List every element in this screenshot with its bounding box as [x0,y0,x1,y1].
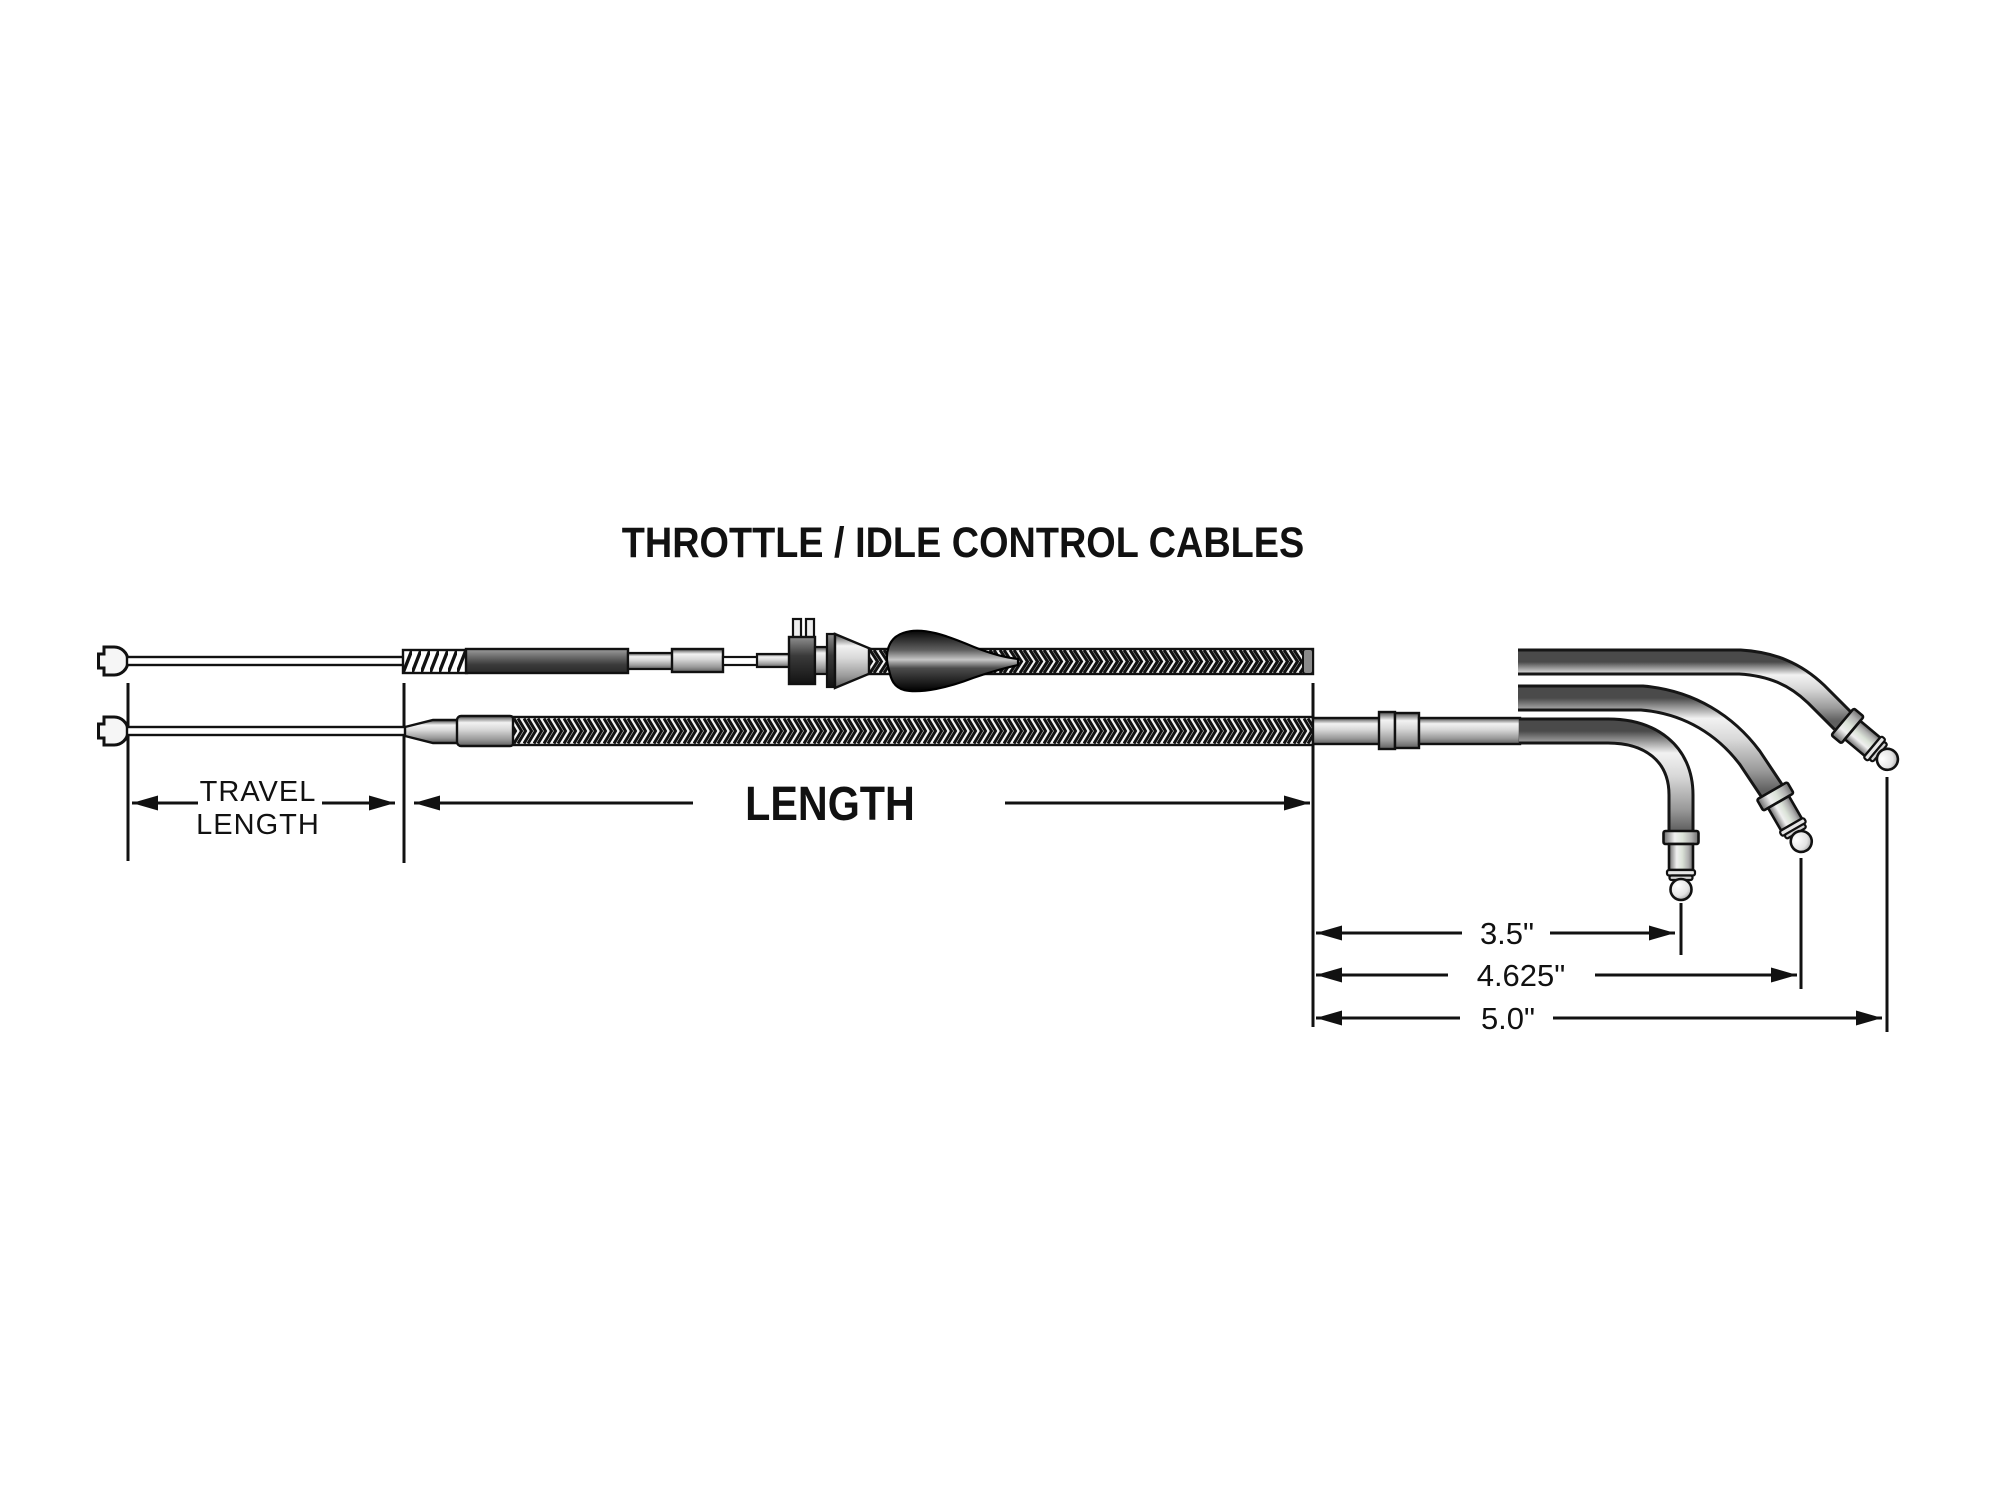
throttle-housing-sleeve [672,649,723,672]
page-title [622,518,1304,567]
dimension-length [414,777,1310,831]
throttle-wire-segment [723,657,758,665]
throttle-adjuster-rod [757,654,791,667]
throttle-cable-end-barrel [99,647,129,675]
adjuster-collar [815,647,827,674]
throttle-housing-end-cap [1303,649,1313,674]
diagram-title-text: THROTTLE / IDLE CONTROL CABLES [621,517,1305,567]
travel-length-label-line1: TRAVEL [199,776,317,808]
throttle-threaded-ferrule [403,650,467,673]
cable-end-fitting-medium [1757,782,1822,859]
idle-inner-wire [127,727,407,735]
idle-braided-housing [513,717,1313,745]
throttle-cable [99,619,1314,691]
throttle-rubber-boot [887,631,1018,691]
adjuster-cone-nut [835,634,871,688]
idle-cable-end-barrel [99,717,129,745]
dimension-end-medium [1316,958,1797,993]
idle-housing-ferrule [457,716,514,746]
throttle-inner-conduit [628,653,673,669]
throttle-housing-dark-section [466,649,628,673]
end-medium-value: 4.625" [1476,958,1566,993]
idle-adjuster-ring-2 [1395,713,1419,748]
idle-adjuster-ring-1 [1379,712,1395,749]
cable-end-fitting-short [1664,831,1699,900]
idle-wire-sleeve [405,720,458,743]
idle-guide-tube [1419,718,1520,744]
dimension-travel-length [132,776,395,841]
end-short-value: 3.5" [1479,916,1535,951]
dimension-end-long [1316,1001,1882,1036]
idle-end-tube [1313,718,1381,744]
idle-cable [99,662,1907,900]
bent-tube-end-short [1519,731,1699,900]
throttle-inner-wire [127,657,405,665]
cable-adjuster-body [789,637,815,684]
length-label: LENGTH [745,777,915,831]
travel-length-label-line2: LENGTH [196,809,320,841]
dimension-end-short [1316,916,1675,951]
end-long-value: 5.0" [1480,1001,1536,1036]
